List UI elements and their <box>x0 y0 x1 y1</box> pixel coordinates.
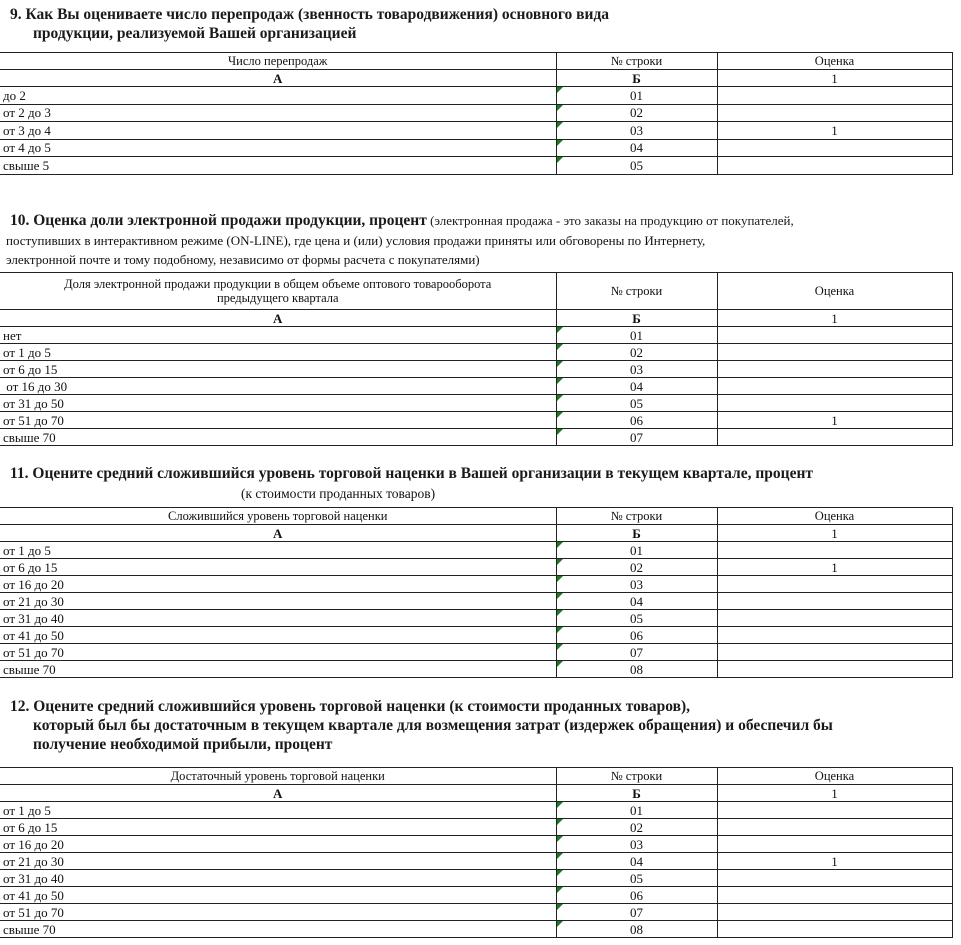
q10-letter-b: Б <box>556 310 717 327</box>
row-code: 07 <box>630 429 643 445</box>
q9-title-line2: продукции, реализуемой Вашей организацией <box>33 25 357 42</box>
q12-table <box>0 767 953 938</box>
q9-header-a: Число перепродаж <box>0 53 556 70</box>
score-cell[interactable] <box>717 819 952 836</box>
q10-table <box>0 272 953 446</box>
row-code: 08 <box>630 921 643 937</box>
q10-title-note1: (электронная продажа - это заказы на продукцию от покупателей, <box>426 213 794 228</box>
score-cell[interactable] <box>717 87 952 105</box>
row-code-cell[interactable] <box>556 853 717 870</box>
q12-header-c: Оценка <box>717 768 952 785</box>
q9-table <box>0 52 953 175</box>
score-cell[interactable] <box>717 887 952 904</box>
number-as-text-marker-icon <box>557 412 563 418</box>
row-code: 04 <box>630 593 643 609</box>
score-cell[interactable] <box>717 610 952 627</box>
row-code: 05 <box>630 157 643 173</box>
q9-header-b: № строки <box>556 53 717 70</box>
row-label: от 51 до 70 <box>0 412 556 429</box>
q9-title-line1: 9. Как Вы оцениваете число перепродаж (звенность товародвижения) основного вида <box>10 6 610 23</box>
q11-header-row <box>0 508 952 525</box>
row-label: свыше 70 <box>0 921 556 938</box>
row-code: 02 <box>630 559 643 575</box>
score-cell[interactable] <box>717 921 952 938</box>
table-row <box>0 139 952 157</box>
table-row <box>0 661 952 678</box>
number-as-text-marker-icon <box>557 378 563 384</box>
q12-letters-row <box>0 785 952 802</box>
number-as-text-marker-icon <box>557 836 563 842</box>
q11-title: 11. Оцените средний сложившийся уровень торговой наценки в Вашей организации в текущем квартале, процент <box>10 465 814 482</box>
row-code-cell[interactable] <box>556 378 717 395</box>
row-label: от 2 до 3 <box>0 104 556 122</box>
q10-letters-row <box>0 310 952 327</box>
row-label: от 3 до 4 <box>0 122 556 140</box>
q9-header-row <box>0 53 952 70</box>
row-label: от 1 до 5 <box>0 344 556 361</box>
q12-title-line2: который был бы достаточным в текущем квартале для возмещения затрат (издержек обращения) и обеспечил бы <box>33 717 833 734</box>
q11-letter-a: А <box>0 525 556 542</box>
row-code: 05 <box>630 870 643 886</box>
q9-letter-b: Б <box>556 70 717 87</box>
table-row <box>0 542 952 559</box>
q12-rows <box>0 802 952 938</box>
row-label: от 6 до 15 <box>0 361 556 378</box>
number-as-text-marker-icon <box>557 327 563 333</box>
number-as-text-marker-icon <box>557 610 563 616</box>
table-row <box>0 644 952 661</box>
row-code: 06 <box>630 887 643 903</box>
q9-rows <box>0 87 952 175</box>
row-label: от 21 до 30 <box>0 593 556 610</box>
table-row <box>0 610 952 627</box>
table-row <box>0 559 952 576</box>
score-cell[interactable]: 1 <box>717 559 952 576</box>
score-cell[interactable] <box>717 429 952 446</box>
row-code: 03 <box>630 122 643 138</box>
number-as-text-marker-icon <box>557 870 563 876</box>
q12-title <box>10 697 833 754</box>
score-cell[interactable] <box>717 157 952 175</box>
row-code: 01 <box>630 87 643 103</box>
row-code: 03 <box>630 576 643 592</box>
table-row <box>0 395 952 412</box>
q10-letter-a: А <box>0 310 556 327</box>
row-label: от 16 до 30 <box>0 378 556 395</box>
number-as-text-marker-icon <box>557 395 563 401</box>
row-code-cell[interactable] <box>556 904 717 921</box>
q10-rows <box>0 327 952 446</box>
number-as-text-marker-icon <box>557 644 563 650</box>
number-as-text-marker-icon <box>557 576 563 582</box>
number-as-text-marker-icon <box>557 593 563 599</box>
row-code: 01 <box>630 327 643 343</box>
row-code: 06 <box>630 412 643 428</box>
row-code-cell[interactable] <box>556 327 717 344</box>
row-label: от 51 до 70 <box>0 904 556 921</box>
row-code-cell[interactable] <box>556 122 717 140</box>
q9-header-c: Оценка <box>717 53 952 70</box>
q9-title <box>10 5 609 43</box>
number-as-text-marker-icon <box>557 542 563 548</box>
score-cell[interactable] <box>717 327 952 344</box>
table-row <box>0 887 952 904</box>
row-label: от 16 до 20 <box>0 576 556 593</box>
table-row <box>0 593 952 610</box>
q12-title-line1: 12. Оцените средний сложившийся уровень торговой наценки (к стоимости проданных товаров), <box>10 698 691 715</box>
q10-header-row <box>0 273 952 310</box>
number-as-text-marker-icon <box>557 140 563 146</box>
score-cell[interactable] <box>717 361 952 378</box>
q9-letters-row <box>0 70 952 87</box>
number-as-text-marker-icon <box>557 344 563 350</box>
q11-letter-b: Б <box>556 525 717 542</box>
row-code-cell[interactable] <box>556 836 717 853</box>
row-code-cell[interactable] <box>556 887 717 904</box>
score-cell[interactable] <box>717 870 952 887</box>
number-as-text-marker-icon <box>557 105 563 111</box>
row-label: до 2 <box>0 87 556 105</box>
row-code: 07 <box>630 904 643 920</box>
row-code: 05 <box>630 610 643 626</box>
row-code: 07 <box>630 644 643 660</box>
number-as-text-marker-icon <box>557 429 563 435</box>
row-code: 02 <box>630 105 643 121</box>
row-code: 03 <box>630 361 643 377</box>
row-code: 08 <box>630 661 643 677</box>
row-label: от 16 до 20 <box>0 836 556 853</box>
q12-letter-b: Б <box>556 785 717 802</box>
score-cell[interactable] <box>717 104 952 122</box>
number-as-text-marker-icon <box>557 559 563 565</box>
score-cell[interactable] <box>717 576 952 593</box>
number-as-text-marker-icon <box>557 122 563 128</box>
row-code-cell[interactable] <box>556 157 717 175</box>
q11-table <box>0 507 953 678</box>
row-code-cell[interactable] <box>556 104 717 122</box>
row-code-cell[interactable] <box>556 344 717 361</box>
score-cell[interactable] <box>717 836 952 853</box>
score-cell[interactable]: 1 <box>717 853 952 870</box>
number-as-text-marker-icon <box>557 361 563 367</box>
row-code-cell[interactable] <box>556 559 717 576</box>
row-label: от 21 до 30 <box>0 853 556 870</box>
score-cell[interactable] <box>717 542 952 559</box>
row-code: 02 <box>630 819 643 835</box>
row-code-cell[interactable] <box>556 644 717 661</box>
row-label: нет <box>0 327 556 344</box>
q10-title <box>10 211 794 230</box>
score-cell[interactable]: 1 <box>717 122 952 140</box>
row-code-cell[interactable] <box>556 429 717 446</box>
table-row <box>0 87 952 105</box>
row-label: свыше 70 <box>0 661 556 678</box>
row-code-cell[interactable] <box>556 819 717 836</box>
table-row <box>0 576 952 593</box>
q12-letter-c: 1 <box>717 785 952 802</box>
score-cell[interactable] <box>717 904 952 921</box>
number-as-text-marker-icon <box>557 819 563 825</box>
q11-subtitle: (к стоимости проданных товаров) <box>241 486 436 501</box>
score-cell[interactable] <box>717 661 952 678</box>
q12-letter-a: А <box>0 785 556 802</box>
q11-rows <box>0 542 952 678</box>
table-row <box>0 412 952 429</box>
row-code: 01 <box>630 542 643 558</box>
score-cell[interactable] <box>717 627 952 644</box>
score-cell[interactable] <box>717 644 952 661</box>
row-label: от 31 до 40 <box>0 610 556 627</box>
table-row <box>0 819 952 836</box>
row-code-cell[interactable] <box>556 542 717 559</box>
row-code-cell[interactable] <box>556 802 717 819</box>
q10-note3: электронной почте и тому подобному, независимо от формы расчета с покупателями) <box>6 252 480 267</box>
q12-header-row <box>0 768 952 785</box>
row-code-cell[interactable] <box>556 87 717 105</box>
row-code-cell[interactable] <box>556 870 717 887</box>
row-label: от 41 до 50 <box>0 627 556 644</box>
row-code: 06 <box>630 627 643 643</box>
q10-header-b: № строки <box>556 273 717 310</box>
table-row <box>0 344 952 361</box>
row-code: 04 <box>630 140 643 156</box>
table-row <box>0 104 952 122</box>
number-as-text-marker-icon <box>557 921 563 927</box>
score-cell[interactable] <box>717 139 952 157</box>
table-row <box>0 904 952 921</box>
score-cell[interactable] <box>717 344 952 361</box>
row-code-cell[interactable] <box>556 610 717 627</box>
row-code-cell[interactable] <box>556 361 717 378</box>
q9-letter-c: 1 <box>717 70 952 87</box>
q10-letter-c: 1 <box>717 310 952 327</box>
q12-header-a: Достаточный уровень торговой наценки <box>0 768 556 785</box>
table-row <box>0 378 952 395</box>
row-label: от 41 до 50 <box>0 887 556 904</box>
q10-note2: поступивших в интерактивном режиме (ON-LINE), где цена и (или) условия продажи приняты или обговорены по Интернету, <box>6 233 706 248</box>
number-as-text-marker-icon <box>557 661 563 667</box>
q11-letter-c: 1 <box>717 525 952 542</box>
table-row <box>0 836 952 853</box>
row-code: 03 <box>630 836 643 852</box>
row-label: от 1 до 5 <box>0 542 556 559</box>
score-cell[interactable] <box>717 593 952 610</box>
row-code-cell[interactable] <box>556 593 717 610</box>
row-label: от 51 до 70 <box>0 644 556 661</box>
row-code: 02 <box>630 344 643 360</box>
row-label: свыше 5 <box>0 157 556 175</box>
table-row <box>0 429 952 446</box>
table-row <box>0 157 952 175</box>
q9-letter-a: А <box>0 70 556 87</box>
q12-title-line3: получение необходимой прибыли, процент <box>33 736 333 753</box>
q11-header-b: № строки <box>556 508 717 525</box>
q11-letters-row <box>0 525 952 542</box>
row-label: свыше 70 <box>0 429 556 446</box>
table-row <box>0 122 952 140</box>
score-cell[interactable]: 1 <box>717 412 952 429</box>
row-code-cell[interactable] <box>556 139 717 157</box>
row-code-cell[interactable] <box>556 661 717 678</box>
score-cell[interactable] <box>717 378 952 395</box>
number-as-text-marker-icon <box>557 904 563 910</box>
q12-header-b: № строки <box>556 768 717 785</box>
row-code-cell[interactable] <box>556 395 717 412</box>
number-as-text-marker-icon <box>557 887 563 893</box>
q10-header-c: Оценка <box>717 273 952 310</box>
row-code: 04 <box>630 853 643 869</box>
row-code-cell[interactable] <box>556 921 717 938</box>
row-label: от 6 до 15 <box>0 819 556 836</box>
row-code-cell[interactable] <box>556 412 717 429</box>
table-row <box>0 870 952 887</box>
table-row <box>0 853 952 870</box>
row-label: от 6 до 15 <box>0 559 556 576</box>
row-code-cell[interactable] <box>556 576 717 593</box>
q11-header-a: Сложившийся уровень торговой наценки <box>0 508 556 525</box>
row-label: от 31 до 50 <box>0 395 556 412</box>
row-label: от 1 до 5 <box>0 802 556 819</box>
table-row <box>0 327 952 344</box>
table-row <box>0 921 952 938</box>
score-cell[interactable] <box>717 395 952 412</box>
row-code: 01 <box>630 802 643 818</box>
row-code: 04 <box>630 378 643 394</box>
row-code-cell[interactable] <box>556 627 717 644</box>
number-as-text-marker-icon <box>557 853 563 859</box>
row-label: от 31 до 40 <box>0 870 556 887</box>
number-as-text-marker-icon <box>557 627 563 633</box>
table-row <box>0 627 952 644</box>
table-row <box>0 361 952 378</box>
q10-header-a: Доля электронной продажи продукции в общем объеме оптового товарооборота предыдущего квартала <box>0 273 556 310</box>
q10-title-bold: 10. Оценка доли электронной продажи продукции, процент <box>10 212 427 229</box>
number-as-text-marker-icon <box>557 802 563 808</box>
table-row <box>0 802 952 819</box>
score-cell[interactable] <box>717 802 952 819</box>
number-as-text-marker-icon <box>557 157 563 163</box>
number-as-text-marker-icon <box>557 87 563 93</box>
row-code: 05 <box>630 395 643 411</box>
row-label: от 4 до 5 <box>0 139 556 157</box>
q11-header-c: Оценка <box>717 508 952 525</box>
